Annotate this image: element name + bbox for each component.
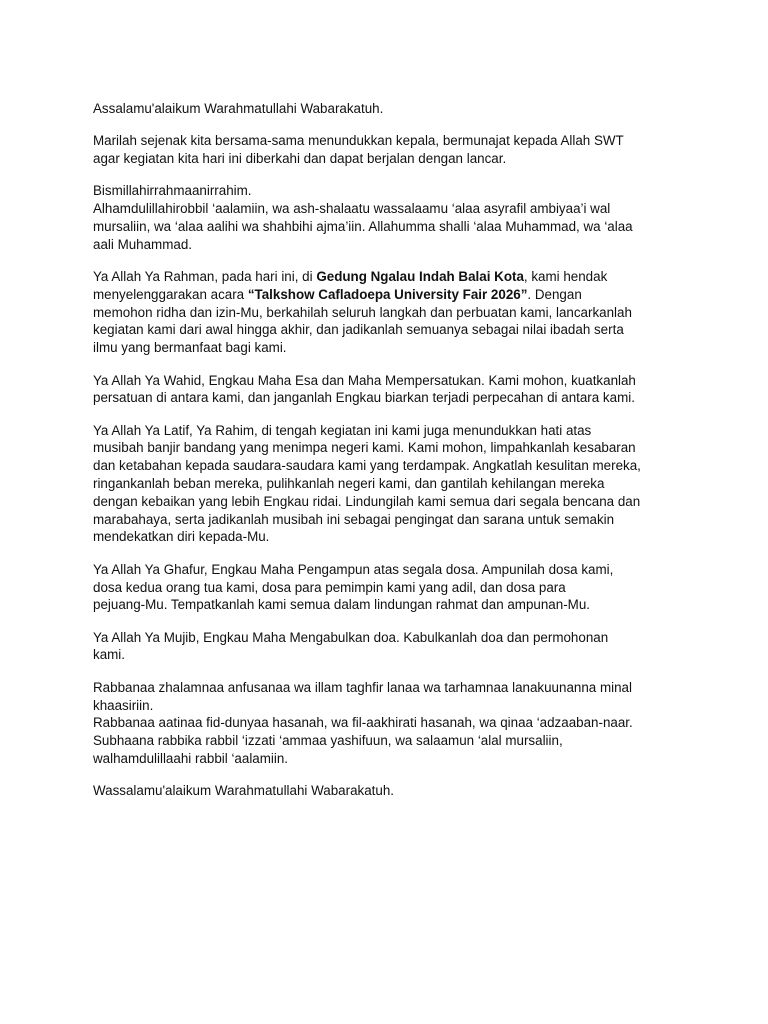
rahman-line: ilmu yang bermanfaat bagi kami.: [93, 340, 287, 356]
rahman-text: , kami hendak: [523, 269, 608, 285]
opening-line: Bismillahirrahmaanirrahim.: [93, 183, 252, 199]
opening-line: Alhamdulillahirobbil ‘aalamiin, wa ash-shalaatu wassalaamu ‘alaa asyrafil ambiyaa’i wal: [93, 201, 611, 217]
ghafur-line: Ya Allah Ya Ghafur, Engkau Maha Pengampun atas segala dosa. Ampunilah dosa kami,: [93, 561, 614, 577]
opening-line: mursaliin, wa ‘alaa aalihi wa shahbihi ajma’iin. Allahumma shalli ‘alaa Muhammad, wa ‘alaa: [93, 218, 633, 234]
rahman-text: Ya Allah Ya Rahman, pada hari ini, di: [93, 269, 317, 285]
closing-prayer-line: Rabbanaa aatinaa fid-dunyaa hasanah, wa fil-aakhirati hasanah, wa qinaa ‘adzaaban-naar.: [93, 715, 633, 731]
ghafur-paragraph: [93, 561, 683, 614]
ghafur-line: pejuang-Mu. Tempatkanlah kami semua dalam lindungan rahmat dan ampunan-Mu.: [93, 597, 590, 613]
rahman-paragraph: [93, 268, 683, 357]
latif-line: dan ketabahan kepada saudara-saudara kami yang terdampak. Angkatlah kesulitan mereka,: [93, 458, 641, 474]
latif-line: dengan kebaikan yang lebih Engkau ridai. Lindungilah kami semua dari segala bencana dan: [93, 493, 641, 509]
wahid-line: persatuan di antara kami, dan janganlah Engkau biarkan terjadi perpecahan di antara kami.: [93, 390, 635, 406]
latif-paragraph: [93, 422, 683, 547]
wahid-paragraph: [93, 372, 683, 408]
mujib-line: kami.: [93, 647, 125, 663]
farewell-paragraph: [93, 782, 683, 800]
latif-line: mendekatkan diri kepada-Mu.: [93, 529, 270, 545]
venue-name: Gedung Ngalau Indah Balai Kota: [316, 269, 524, 285]
ghafur-line: dosa kedua orang tua kami, dosa para pemimpin kami yang adil, dan dosa para: [93, 579, 566, 595]
intro-paragraph: [93, 132, 683, 168]
rahman-line: memohon ridha dan izin-Mu, berkahilah seluruh langkah dan perbuatan kami, lancarkanlah: [93, 304, 632, 320]
rahman-line: [93, 268, 683, 286]
mujib-paragraph: [93, 629, 683, 665]
opening-paragraph: [93, 182, 683, 253]
farewell-text: Wassalamu'alaikum Warahmatullahi Wabarakatuh.: [93, 783, 394, 799]
closing-prayer-paragraph: [93, 679, 683, 768]
intro-line: Marilah sejenak kita bersama-sama menundukkan kepala, bermunajat kepada Allah SWT: [93, 133, 624, 149]
greeting-paragraph: [93, 100, 683, 118]
mujib-line: Ya Allah Ya Mujib, Engkau Maha Mengabulkan doa. Kabulkanlah doa dan permohonan: [93, 629, 609, 645]
closing-prayer-line: Subhaana rabbika rabbil ‘izzati ‘ammaa yashifuun, wa salaamun ‘alal mursaliin,: [93, 733, 563, 749]
rahman-line: [93, 286, 683, 304]
opening-line: aali Muhammad.: [93, 236, 192, 252]
rahman-line: kegiatan kami dari awal hingga akhir, dan jadikanlah semuanya sebagai nilai ibadah serta: [93, 322, 624, 338]
latif-line: marabahaya, serta jadikanlah musibah ini sebagai pengingat dan sarana untuk semakin: [93, 511, 615, 527]
closing-prayer-line: Rabbanaa zhalamnaa anfusanaa wa illam taghfir lanaa wa tarhamnaa lanakuunanna minal: [93, 679, 632, 695]
latif-line: Ya Allah Ya Latif, Ya Rahim, di tengah kegiatan ini kami juga menundukkan hati atas: [93, 422, 592, 438]
rahman-text: menyelenggarakan acara: [93, 286, 248, 302]
closing-prayer-line: khaasiriin.: [93, 697, 154, 713]
latif-line: ringankanlah beban mereka, pulihkanlah negeri kami, dan gantilah kehilangan mereka: [93, 476, 605, 492]
wahid-line: Ya Allah Ya Wahid, Engkau Maha Esa dan Maha Mempersatukan. Kami mohon, kuatkanlah: [93, 372, 636, 388]
document-body: [93, 100, 683, 815]
closing-prayer-line: walhamdulillaahi rabbil ‘aalamiin.: [93, 750, 289, 766]
event-name: “Talkshow Cafladoepa University Fair 2026”: [247, 286, 528, 302]
intro-line: agar kegiatan kita hari ini diberkahi dan dapat berjalan dengan lancar.: [93, 151, 507, 167]
latif-line: musibah banjir bandang yang menimpa negeri kami. Kami mohon, limpahkanlah kesabaran: [93, 440, 636, 456]
greeting-text: Assalamu'alaikum Warahmatullahi Wabarakatuh.: [93, 101, 384, 116]
rahman-text: . Dengan: [527, 286, 582, 302]
